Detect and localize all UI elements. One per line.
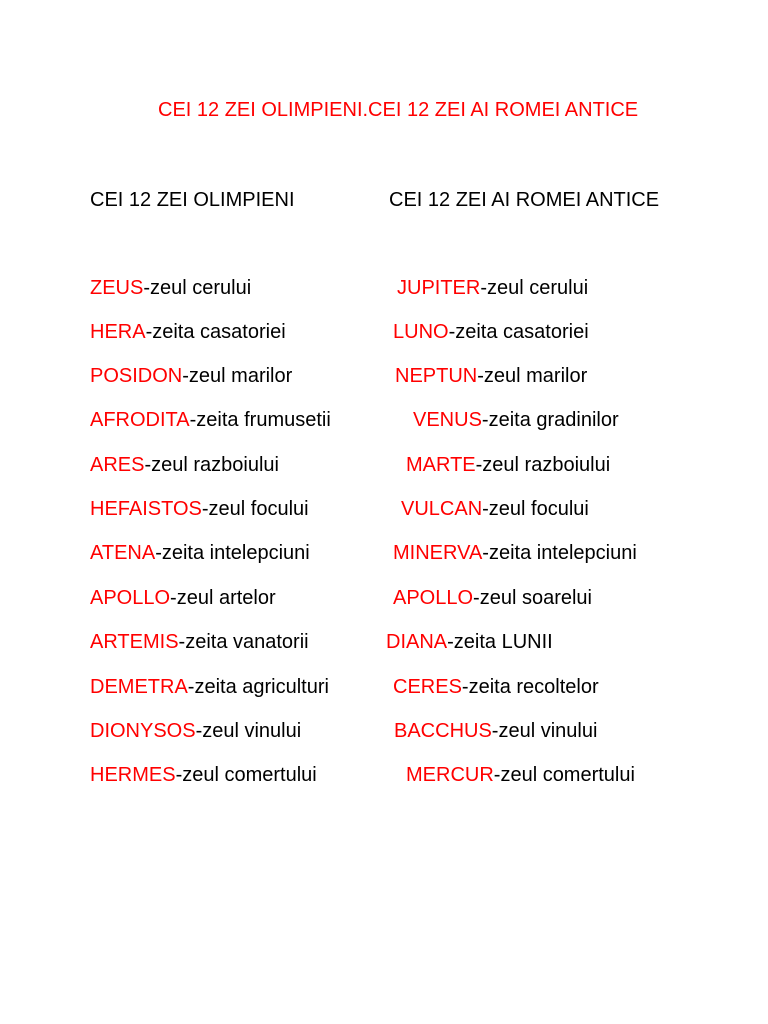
- greek-god-description: -zeul artelor: [170, 587, 276, 609]
- greek-god-name: ARES: [90, 454, 145, 476]
- roman-god-name: MINERVA: [393, 542, 483, 564]
- greek-god-description: -zeul razboiului: [144, 454, 279, 476]
- greek-god-row: [90, 274, 251, 302]
- greek-god-name: DIONYSOS: [90, 720, 196, 742]
- greek-god-description: -zeul cerului: [143, 277, 252, 299]
- greek-god-name: ARTEMIS: [90, 631, 179, 653]
- roman-god-row: [386, 628, 553, 656]
- greek-god-row: [90, 761, 317, 789]
- roman-god-description: -zeul razboiului: [475, 454, 611, 476]
- greek-god-row: [90, 495, 309, 523]
- roman-god-description: -zeul vinului: [491, 720, 598, 742]
- roman-god-name: JUPITER: [397, 277, 481, 299]
- roman-god-description: -zeita intelepciuni: [482, 542, 637, 564]
- greek-god-name: APOLLO: [90, 587, 171, 609]
- greek-god-name: HEFAISTOS: [90, 498, 202, 520]
- greek-god-name: DEMETRA: [90, 676, 188, 698]
- greek-god-description: -zeita casatoriei: [145, 321, 286, 343]
- roman-god-name: VULCAN: [401, 498, 483, 520]
- greek-god-description: -zeul comertului: [175, 764, 317, 786]
- greek-god-row: [90, 584, 276, 612]
- roman-god-name: DIANA: [386, 631, 448, 653]
- greek-god-row: [90, 318, 286, 346]
- greek-god-name: POSIDON: [90, 365, 183, 387]
- roman-god-row: [393, 318, 589, 346]
- roman-god-row: [401, 495, 589, 523]
- roman-god-description: -zeul cerului: [480, 277, 589, 299]
- greek-god-row: [90, 406, 331, 434]
- greek-god-description: -zeul focului: [201, 498, 309, 520]
- roman-god-description: -zeita gradinilor: [481, 409, 619, 431]
- roman-god-description: -zeul comertului: [493, 764, 635, 786]
- greek-god-description: -zeita vanatorii: [178, 631, 309, 653]
- greek-god-row: [90, 539, 310, 567]
- greek-god-name: ATENA: [90, 542, 156, 564]
- roman-god-name: VENUS: [413, 409, 482, 431]
- roman-god-row: [395, 362, 587, 390]
- greek-column-header: CEI 12 ZEI OLIMPIENI: [90, 189, 295, 211]
- roman-god-description: -zeita recoltelor: [461, 676, 599, 698]
- roman-god-name: MARTE: [406, 454, 476, 476]
- greek-god-description: -zeul marilor: [182, 365, 293, 387]
- roman-god-description: -zeul focului: [482, 498, 589, 520]
- roman-god-description: -zeul marilor: [477, 365, 588, 387]
- greek-god-name: HERA: [90, 321, 146, 343]
- greek-god-row: [90, 717, 301, 745]
- page-title: CEI 12 ZEI OLIMPIENI.CEI 12 ZEI AI ROMEI ANTICE: [158, 99, 639, 121]
- roman-god-description: -zeita casatoriei: [448, 321, 589, 343]
- roman-god-name: BACCHUS: [394, 720, 492, 742]
- roman-god-row: [393, 673, 599, 701]
- roman-god-row: [406, 451, 610, 479]
- roman-god-name: CERES: [393, 676, 462, 698]
- roman-god-name: MERCUR: [406, 764, 494, 786]
- roman-god-name: NEPTUN: [395, 365, 478, 387]
- roman-god-description: -zeita LUNII: [447, 631, 553, 653]
- greek-god-row: [90, 362, 292, 390]
- roman-god-row: [393, 539, 637, 567]
- greek-god-name: HERMES: [90, 764, 176, 786]
- greek-god-name: AFRODITA: [90, 409, 190, 431]
- roman-god-row: [406, 761, 635, 789]
- greek-god-row: [90, 451, 279, 479]
- roman-god-name: APOLLO: [393, 587, 474, 609]
- greek-god-row: [90, 673, 329, 701]
- greek-god-description: -zeita agriculturi: [187, 676, 329, 698]
- roman-god-row: [413, 406, 619, 434]
- roman-god-row: [393, 584, 592, 612]
- greek-god-name: ZEUS: [90, 277, 144, 299]
- roman-god-description: -zeul soarelui: [473, 587, 592, 609]
- greek-god-row: [90, 628, 309, 656]
- roman-god-name: LUNO: [393, 321, 449, 343]
- roman-column-header: CEI 12 ZEI AI ROMEI ANTICE: [389, 189, 660, 211]
- greek-god-description: -zeita intelepciuni: [155, 542, 310, 564]
- greek-god-description: -zeul vinului: [195, 720, 302, 742]
- roman-god-row: [397, 274, 588, 302]
- greek-god-description: -zeita frumusetii: [189, 409, 331, 431]
- roman-god-row: [394, 717, 597, 745]
